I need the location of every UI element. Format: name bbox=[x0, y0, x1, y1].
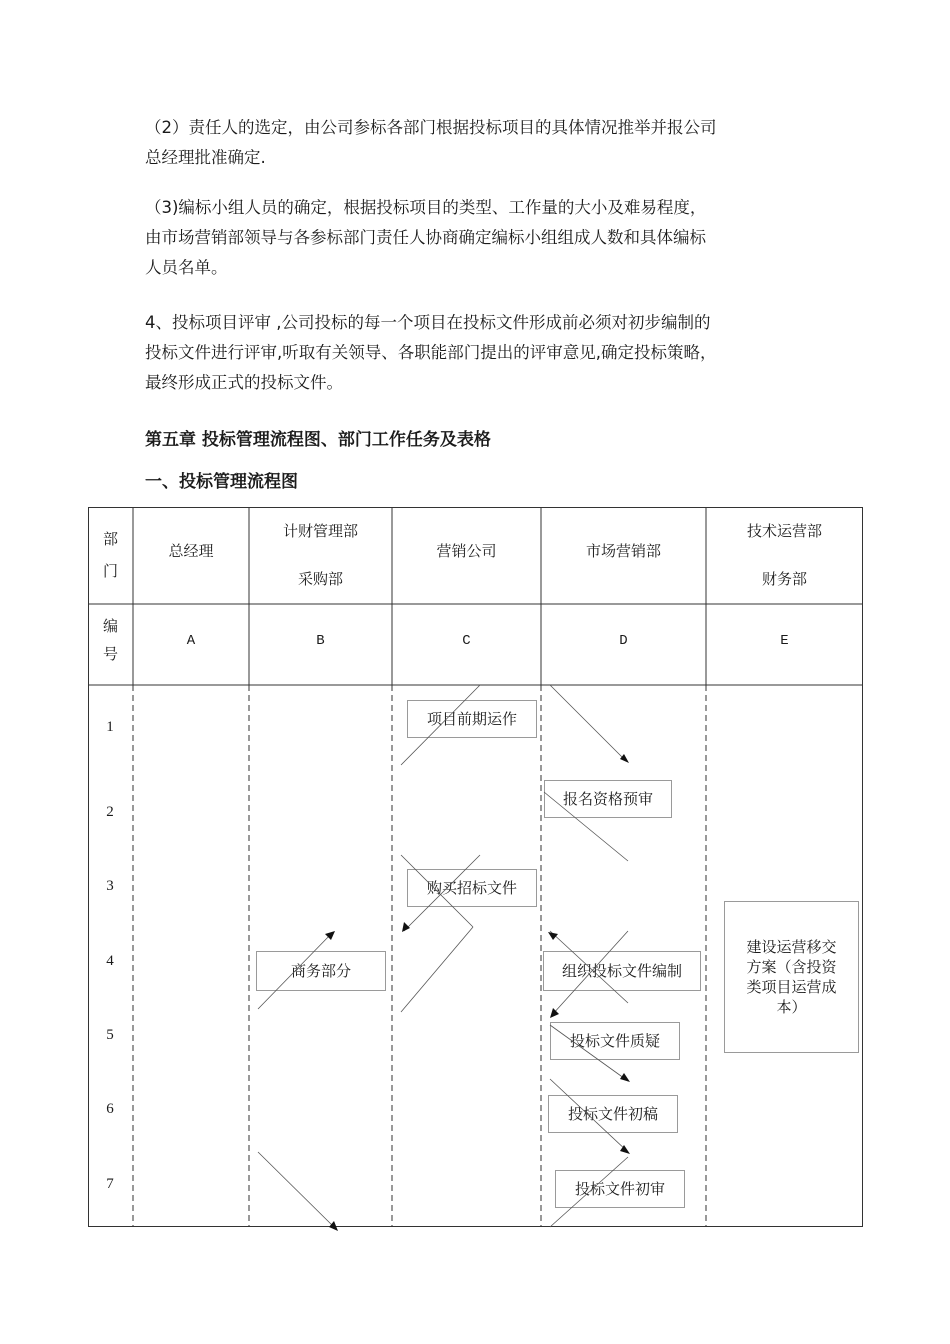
text-line: 最终形成正式的投标文件。 bbox=[145, 373, 343, 392]
row-number: 4 bbox=[106, 953, 114, 969]
box-registration-prequalification: 报名资格预审 bbox=[544, 780, 672, 818]
box-bid-first-review: 投标文件初审 bbox=[555, 1170, 685, 1208]
row-number: 7 bbox=[106, 1176, 114, 1192]
text-line: 市场营销部 bbox=[585, 542, 661, 560]
text-line: 采购部 bbox=[297, 570, 343, 588]
row-number: 3 bbox=[106, 878, 114, 894]
paragraph-bid-team bbox=[145, 193, 825, 283]
header-dept-label bbox=[88, 523, 133, 587]
box-bid-document-query: 投标文件质疑 bbox=[550, 1022, 680, 1060]
code-c: C bbox=[462, 633, 471, 649]
text-line: 门 bbox=[102, 562, 118, 580]
text-line: 部 bbox=[102, 530, 118, 548]
box-bid-first-draft: 投标文件初稿 bbox=[548, 1095, 678, 1133]
row-number: 1 bbox=[106, 719, 114, 735]
text-line: 总经理 bbox=[168, 542, 214, 560]
text-line: 投标文件进行评审,听取有关领导、各职能部门提出的评审意见,确定投标策略， bbox=[145, 343, 717, 362]
code-b: B bbox=[316, 633, 325, 649]
text-line: 编 bbox=[102, 617, 118, 635]
paragraph-responsible-person bbox=[145, 113, 825, 173]
header-finance-procurement bbox=[249, 507, 392, 603]
text-line: 技术运营部 bbox=[746, 522, 822, 540]
text-line: 营销公司 bbox=[436, 542, 497, 560]
row-number: 5 bbox=[106, 1027, 114, 1043]
box-project-preliminary: 项目前期运作 bbox=[407, 700, 537, 738]
box-organize-bid-preparation: 组织投标文件编制 bbox=[543, 951, 701, 991]
text-line: 由市场营销部领导与各参标部门责任人协商确定编标小组组成人数和具体编标 bbox=[145, 228, 706, 247]
text-line: 财务部 bbox=[761, 570, 807, 588]
text-line: 计财管理部 bbox=[282, 522, 358, 540]
text-line: 方案（含投资 bbox=[746, 958, 837, 976]
row-number: 2 bbox=[106, 804, 114, 820]
header-marketing-company bbox=[392, 541, 541, 561]
paragraph-bid-review bbox=[145, 308, 825, 398]
text-line: 4、投标项目评审 ,公司投标的每一个项目在投标文件形成前必须对初步编制的 bbox=[145, 313, 711, 332]
header-general-manager bbox=[133, 541, 249, 561]
box-purchase-tender-docs: 购买招标文件 bbox=[407, 869, 537, 907]
box-commercial-part: 商务部分 bbox=[256, 951, 386, 991]
text-line: 总经理批准确定. bbox=[145, 148, 266, 167]
code-row-label bbox=[88, 612, 133, 668]
row-number: 6 bbox=[106, 1101, 114, 1117]
header-market-sales bbox=[541, 541, 706, 561]
text-line: 号 bbox=[102, 645, 118, 663]
code-e: E bbox=[780, 633, 789, 649]
section-title: 一、投标管理流程图 bbox=[145, 472, 298, 492]
header-tech-finance bbox=[706, 507, 863, 603]
text-line: （2）责任人的选定，由公司参标各部门根据投标项目的具体情况推举并报公司 bbox=[145, 118, 717, 137]
code-d: D bbox=[619, 633, 628, 649]
bid-management-flowchart bbox=[88, 507, 863, 1227]
chapter-title: 第五章 投标管理流程图、部门工作任务及表格 bbox=[145, 430, 491, 450]
text-line: 建设运营移交 bbox=[746, 938, 837, 956]
text-line: 本） bbox=[776, 998, 807, 1016]
text-line: 类项目运营成 bbox=[746, 978, 837, 996]
code-a: A bbox=[186, 633, 196, 649]
text-line: 人员名单。 bbox=[145, 258, 228, 277]
text-line: （3)编标小组人员的确定，根据投标项目的类型、工作量的大小及难易程度， bbox=[145, 198, 707, 217]
box-bot-plan bbox=[724, 901, 859, 1053]
flowchart-grid bbox=[88, 507, 863, 1227]
